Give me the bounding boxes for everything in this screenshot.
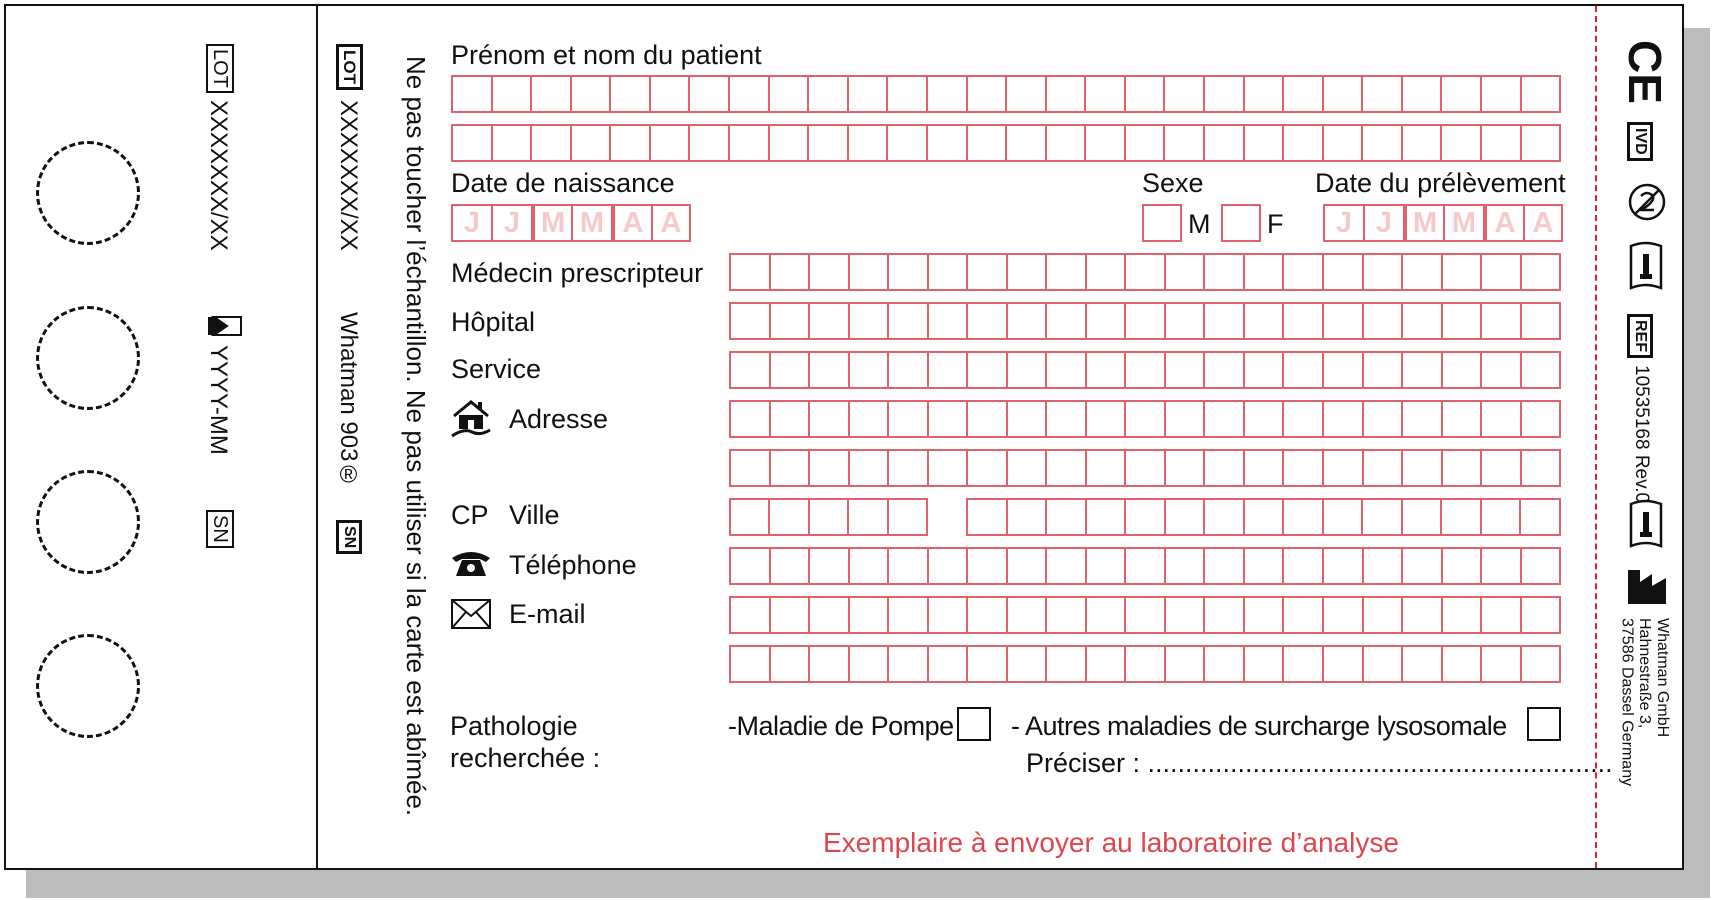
hourglass-icon xyxy=(207,315,243,337)
collection-date-input[interactable] xyxy=(1323,204,1563,242)
ce-mark: CE xyxy=(1619,40,1671,104)
manufacturer-line3: 37586 Dassel Germany xyxy=(1618,618,1636,787)
city-label: Ville xyxy=(509,500,560,530)
sn-label: SN xyxy=(336,520,362,554)
sex-m-label: M xyxy=(1188,209,1211,239)
sex-f-checkbox[interactable] xyxy=(1221,204,1261,242)
blood-spot-circle xyxy=(36,470,140,574)
blood-spot-circle xyxy=(36,634,140,738)
address-input-row-1[interactable] xyxy=(729,400,1561,438)
pathology-label-line1: Pathologie xyxy=(450,711,578,741)
pathology-label-line2: recherchée : xyxy=(450,743,601,773)
collection-day-cell[interactable]: J xyxy=(1323,204,1363,242)
manufacturer-address xyxy=(1618,618,1671,786)
footer-note: Exemplaire à envoyer au laboratoire d’analyse xyxy=(823,827,1399,858)
tear-line xyxy=(316,6,318,868)
city-input[interactable] xyxy=(966,498,1561,536)
ivd-label: IVD xyxy=(1627,122,1653,161)
sex-f-label: F xyxy=(1267,209,1284,239)
collection-month-cell[interactable]: M xyxy=(1403,204,1443,242)
patient-name-label: Prénom et nom du patient xyxy=(451,40,762,70)
blood-spot-circle xyxy=(36,306,140,410)
birth-year-cell[interactable]: A xyxy=(651,204,691,242)
birth-year-cell[interactable]: A xyxy=(611,204,651,242)
stub-expiry-value: YYYY-MM xyxy=(205,345,232,455)
birth-date-input[interactable] xyxy=(451,204,691,242)
hospital-label: Hôpital xyxy=(451,307,536,337)
postal-code-input[interactable] xyxy=(729,498,928,536)
email-input-row-2[interactable] xyxy=(729,645,1561,683)
instructions-book-icon xyxy=(1627,498,1665,552)
stub-lot-value: XXXXXXX/XX xyxy=(205,100,232,251)
collection-month-cell[interactable]: M xyxy=(1443,204,1483,242)
address-input-row-2[interactable] xyxy=(729,449,1561,487)
other-disease-checkbox[interactable] xyxy=(1527,707,1561,741)
birth-day-cell[interactable]: J xyxy=(491,204,531,242)
birth-month-cell[interactable]: M xyxy=(571,204,611,242)
blood-spot-circle xyxy=(36,141,140,245)
collection-date-label: Date du prélèvement xyxy=(1315,168,1566,198)
ref-label: REF xyxy=(1627,314,1653,358)
instructions-book-icon xyxy=(1627,240,1665,294)
sex-label: Sexe xyxy=(1142,168,1204,198)
email-input-row-1[interactable] xyxy=(729,596,1561,634)
postal-code-label: CP xyxy=(451,500,489,530)
specify-field[interactable]: Préciser : .............................................................. xyxy=(1026,748,1613,778)
envelope-icon xyxy=(451,599,491,629)
perforation-line xyxy=(1595,6,1597,868)
collection-year-cell[interactable]: A xyxy=(1483,204,1523,242)
lot-value: XXXXXXX/XX xyxy=(335,100,362,251)
lot-label: LOT xyxy=(336,44,363,90)
option-pompe-label: -Maladie de Pompe xyxy=(728,711,954,741)
telephone-icon xyxy=(450,548,492,578)
ref-value: 10535168 Rev.0 xyxy=(1631,365,1652,504)
doctor-input-row[interactable] xyxy=(729,253,1561,291)
phone-label: Téléphone xyxy=(509,550,637,580)
phone-input-row[interactable] xyxy=(729,547,1561,585)
stub-lot-label: LOT xyxy=(206,44,234,93)
service-input-row[interactable] xyxy=(729,351,1561,389)
service-label: Service xyxy=(451,354,542,384)
birth-month-cell[interactable]: M xyxy=(531,204,571,242)
birth-date-label: Date de naissance xyxy=(451,168,675,198)
collection-day-cell[interactable]: J xyxy=(1363,204,1403,242)
handling-warning: Ne pas toucher l’échantillon. Ne pas utiliser si la carte est abîmée. xyxy=(401,56,431,817)
patient-name-row-2[interactable] xyxy=(451,124,1561,162)
birth-day-cell[interactable]: J xyxy=(451,204,491,242)
doctor-label: Médecin prescripteur xyxy=(451,258,704,288)
option-other-label: - Autres maladies de surcharge lysosomale xyxy=(1011,711,1507,741)
email-label: E-mail xyxy=(509,599,586,629)
product-name: Whatman 903® xyxy=(335,312,362,489)
do-not-reuse-icon xyxy=(1627,182,1667,222)
manufacturer-line1: Whatman GmbH xyxy=(1653,618,1671,738)
collection-year-cell[interactable]: A xyxy=(1523,204,1563,242)
hospital-input-row[interactable] xyxy=(729,302,1561,340)
manufacturer-line2: Hahnestraße 3, xyxy=(1636,618,1654,729)
address-label: Adresse xyxy=(509,404,609,434)
pompe-checkbox[interactable] xyxy=(957,707,991,741)
house-icon xyxy=(450,396,492,438)
manufacturer-icon xyxy=(1626,566,1668,606)
patient-name-row-1[interactable] xyxy=(451,75,1561,113)
stub-sn-label: SN xyxy=(206,510,234,548)
sex-m-checkbox[interactable] xyxy=(1142,204,1182,242)
